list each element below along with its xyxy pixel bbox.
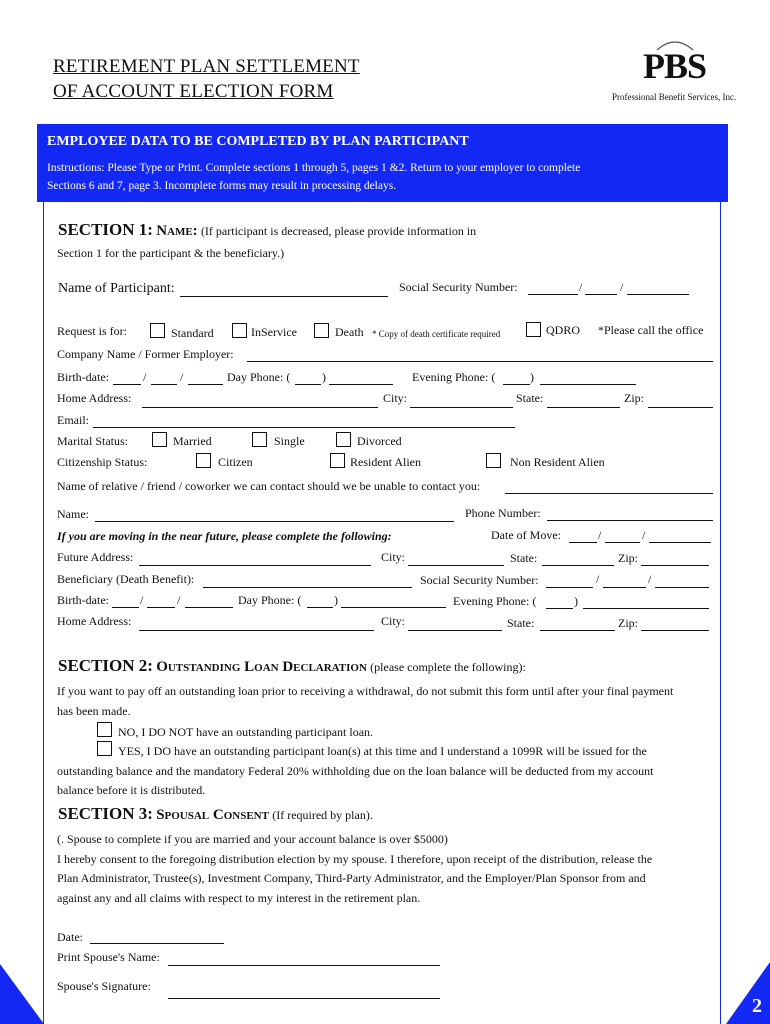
beneficiary-day-phone-area[interactable] — [307, 607, 333, 608]
name-label: Name: — [57, 507, 89, 521]
birthdate-label: Birth-date: — [57, 370, 109, 384]
paren: ) — [530, 370, 534, 384]
beneficiary-ssn-label: Social Security Number: — [420, 573, 539, 587]
evening-phone-field[interactable] — [540, 384, 636, 385]
future-state-label: State: — [510, 551, 538, 565]
inservice-label: InService — [251, 325, 297, 339]
instructions-banner — [37, 124, 728, 202]
beneficiary-ssn-field-1[interactable] — [546, 587, 593, 588]
citizen-checkbox[interactable] — [196, 453, 211, 468]
death-certificate-note: * Copy of death certificate required — [372, 329, 501, 339]
slash: / — [579, 280, 583, 294]
divorced-label: Divorced — [357, 434, 402, 448]
paren: ) — [334, 593, 338, 607]
moving-label: If you are moving in the near future, please complete the following: — [57, 529, 392, 543]
section1-note: (If participant is decreased, please provide information in — [200, 224, 477, 238]
slash: / — [180, 370, 184, 384]
spouse-signature-field[interactable] — [168, 998, 440, 999]
beneficiary-day-phone-label: Day Phone: ( — [238, 593, 302, 607]
single-label: Single — [274, 434, 305, 448]
standard-label: Standard — [171, 326, 214, 340]
future-address-label: Future Address: — [57, 550, 134, 564]
section3-line4: against any and all claims with respect to my interest in the retirement plan. — [57, 891, 421, 905]
email-field[interactable] — [93, 427, 515, 428]
section3-note: (If required by plan). — [272, 808, 373, 822]
city-label: City: — [383, 391, 408, 405]
slash: / — [648, 572, 652, 586]
future-address-field[interactable] — [139, 565, 371, 566]
beneficiary-address-field[interactable] — [139, 630, 374, 631]
beneficiary-state-field[interactable] — [540, 630, 615, 631]
spouse-date-label: Date: — [57, 930, 83, 944]
yes-loan-line2: outstanding balance and the mandatory Federal 20% withholding due on the loan balance will be deducted from my account — [57, 764, 654, 778]
state-label: State: — [516, 391, 544, 405]
beneficiary-evening-phone-label: Evening Phone: ( — [453, 594, 537, 608]
death-checkbox[interactable] — [314, 323, 329, 338]
section1-heading — [58, 220, 476, 240]
beneficiary-state-label: State: — [507, 616, 535, 630]
beneficiary-ssn-field-3[interactable] — [655, 587, 709, 588]
section3-number: SECTION 3: — [58, 804, 153, 823]
non-resident-alien-checkbox[interactable] — [486, 453, 501, 468]
beneficiary-city-field[interactable] — [408, 630, 502, 631]
citizen-label: Citizen — [218, 455, 253, 469]
beneficiary-birthdate-label: Birth-date: — [57, 593, 109, 607]
move-year-field[interactable] — [649, 542, 711, 543]
request-for-label: Request is for: — [57, 324, 127, 338]
slash: / — [620, 280, 624, 294]
citizenship-label: Citizenship Status: — [57, 455, 148, 469]
beneficiary-evening-field[interactable] — [583, 608, 709, 609]
section2-note: (please complete the following): — [370, 660, 526, 674]
participant-name-field[interactable] — [180, 296, 388, 297]
logo-text: PBS — [643, 46, 707, 86]
form-title-line2: OF ACCOUNT ELECTION FORM — [53, 81, 334, 102]
slash: / — [596, 572, 600, 586]
page-number: 2 — [752, 995, 762, 1017]
section3-heading — [58, 804, 373, 824]
death-label: Death — [335, 325, 364, 339]
beneficiary-birth-year-field[interactable] — [185, 607, 233, 608]
section1-number: SECTION 1: — [58, 220, 153, 239]
corner-triangle-left — [0, 964, 44, 1024]
no-loan-label: NO, I DO NOT have an outstanding participant loan. — [118, 725, 374, 739]
section2-title: Outstanding Loan Declaration — [156, 659, 367, 675]
beneficiary-label: Beneficiary (Death Benefit): — [57, 572, 195, 586]
section3-title: Spousal Consent — [156, 807, 269, 823]
beneficiary-field[interactable] — [203, 587, 412, 588]
qdro-label: QDRO — [546, 323, 581, 337]
qdro-checkbox[interactable] — [526, 322, 541, 337]
birthdate-day-field[interactable] — [151, 384, 177, 385]
beneficiary-ssn-field-2[interactable] — [603, 587, 646, 588]
section3-line3: Plan Administrator, Trustee(s), Investment Company, Third-Party Administrator, and the Employer/Plan Sponsor from and — [57, 871, 646, 885]
section1-title: Name: — [156, 223, 198, 239]
city-field[interactable] — [410, 407, 513, 408]
relative-label: Name of relative / friend / coworker we can contact should we be unable to contact you: — [57, 479, 481, 493]
logo-subtitle: Professional Benefit Services, Inc. — [612, 92, 737, 102]
no-loan-checkbox[interactable] — [97, 722, 112, 737]
beneficiary-evening-area[interactable] — [546, 608, 573, 609]
beneficiary-zip-field[interactable] — [641, 630, 709, 631]
section2-para1: If you want to pay off an outstanding loan prior to receiving a withdrawal, do not submit this form until after your final payment — [57, 684, 674, 698]
future-zip-field[interactable] — [641, 565, 709, 566]
beneficiary-birth-day-field[interactable] — [147, 607, 175, 608]
form-title-line1: RETIREMENT PLAN SETTLEMENT — [53, 56, 360, 77]
marital-status-label: Marital Status: — [57, 434, 128, 448]
email-label: Email: — [57, 413, 89, 427]
home-address-label: Home Address: — [57, 391, 132, 405]
contact-phone-field[interactable] — [547, 520, 713, 521]
yes-loan-label: YES, I DO have an outstanding participant loan(s) at this time and I understand a 1099R will be issued for the — [118, 744, 647, 758]
spouse-signature-label: Spouse's Signature: — [57, 979, 151, 993]
banner-instructions-line1: Instructions: Please Type or Print. Complete sections 1 through 5, pages 1 &2. Return to your employer to complete — [47, 162, 581, 174]
future-zip-label: Zip: — [618, 551, 638, 565]
paren: ) — [322, 370, 326, 384]
non-resident-alien-label: Non Resident Alien — [510, 455, 605, 469]
company-label: Company Name / Former Employer: — [57, 347, 234, 361]
slash: / — [642, 528, 646, 542]
section2-heading — [58, 656, 526, 676]
married-label: Married — [173, 434, 212, 448]
date-of-move-label: Date of Move: — [491, 528, 561, 542]
ssn-field-2[interactable] — [585, 294, 617, 295]
move-day-field[interactable] — [605, 542, 640, 543]
resident-alien-checkbox[interactable] — [330, 453, 345, 468]
yes-loan-checkbox[interactable] — [97, 741, 112, 756]
state-field[interactable] — [547, 407, 620, 408]
resident-alien-label: Resident Alien — [350, 455, 421, 469]
slash: / — [140, 593, 144, 607]
day-phone-area-field[interactable] — [295, 384, 321, 385]
spouse-date-field[interactable] — [90, 943, 224, 944]
beneficiary-day-phone-field[interactable] — [341, 607, 446, 608]
section2-number: SECTION 2: — [58, 656, 153, 675]
future-state-field[interactable] — [542, 565, 614, 566]
beneficiary-address-label: Home Address: — [57, 614, 132, 628]
spouse-name-field[interactable] — [168, 965, 440, 966]
section1-note2: Section 1 for the participant & the beneficiary.) — [57, 246, 285, 260]
birthdate-year-field[interactable] — [188, 384, 223, 385]
ssn-field-1[interactable] — [528, 294, 578, 295]
move-month-field[interactable] — [569, 542, 597, 543]
relative-field[interactable] — [505, 493, 713, 494]
section2-para2: has been made. — [57, 704, 131, 718]
beneficiary-city-label: City: — [381, 614, 406, 628]
slash: / — [177, 593, 181, 607]
slash: / — [598, 528, 602, 542]
day-phone-field[interactable] — [329, 384, 393, 385]
contact-name-field[interactable] — [95, 521, 454, 522]
evening-phone-area-field[interactable] — [503, 384, 530, 385]
beneficiary-zip-label: Zip: — [618, 616, 638, 630]
evening-phone-label: Evening Phone: ( — [412, 370, 496, 384]
standard-checkbox[interactable] — [150, 323, 165, 338]
yes-loan-line3: balance before it is distributed. — [57, 783, 206, 797]
future-city-label: City: — [381, 550, 406, 564]
banner-heading: EMPLOYEE DATA TO BE COMPLETED BY PLAN PARTICIPANT — [47, 134, 469, 149]
ssn-field-3[interactable] — [627, 294, 689, 295]
phone-number-label: Phone Number: — [465, 506, 541, 520]
single-checkbox[interactable] — [252, 432, 267, 447]
slash: / — [143, 370, 147, 384]
married-checkbox[interactable] — [152, 432, 167, 447]
day-phone-label: Day Phone: ( — [227, 370, 291, 384]
qdro-note: *Please call the office — [598, 323, 704, 337]
inservice-checkbox[interactable] — [232, 323, 247, 338]
ssn-label: Social Security Number: — [399, 280, 518, 294]
section3-line1: (. Spouse to complete if you are married and your account balance is over $5000) — [57, 832, 448, 846]
home-address-field[interactable] — [142, 407, 378, 408]
company-field[interactable] — [247, 361, 713, 362]
name-of-participant-label: Name of Participant: — [58, 281, 175, 296]
birthdate-month-field[interactable] — [113, 384, 141, 385]
divorced-checkbox[interactable] — [336, 432, 351, 447]
zip-field[interactable] — [648, 407, 713, 408]
future-city-field[interactable] — [408, 565, 504, 566]
corner-triangle-right — [726, 962, 770, 1024]
zip-label: Zip: — [624, 391, 644, 405]
spouse-name-label: Print Spouse's Name: — [57, 950, 160, 964]
paren: ) — [574, 594, 578, 608]
section3-line2: I hereby consent to the foregoing distribution election by my spouse. I therefore, upon receipt of the distribution, release the — [57, 852, 653, 866]
beneficiary-birth-month-field[interactable] — [112, 607, 139, 608]
banner-instructions-line2: Sections 6 and 7, page 3. Incomplete forms may result in processing delays. — [47, 180, 397, 192]
